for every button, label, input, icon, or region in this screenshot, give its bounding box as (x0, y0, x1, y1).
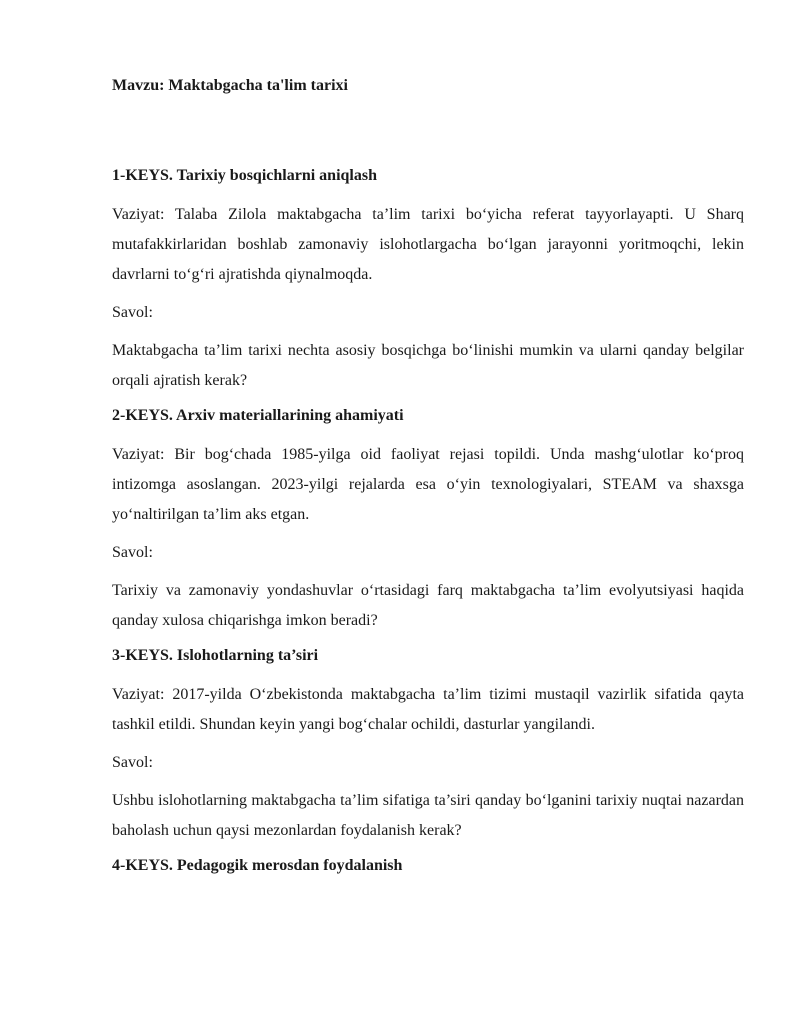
case-heading: 3-KEYS. Islohotlarning ta’siri (112, 647, 319, 664)
question-label: Savol: (112, 544, 153, 561)
case-1 (112, 164, 744, 396)
case-4 (112, 854, 744, 878)
case-situation: Vaziyat: Talaba Zilola maktabgacha ta’lim tarixi bo‘yicha referat tayyorlayapti. U Sharq mutafakkirlaridan boshlab zamonaviy islohotlargacha bo‘lgan jarayonni yoritmoqchi, lekin davrlarni to‘g‘ri ajratishda qiynalmoqda. (112, 206, 744, 283)
case-2 (112, 404, 744, 636)
case-question: Maktabgacha ta’lim tarixi nechta asosiy bosqichga bo‘linishi mumkin va ularni qanday belgilar orqali ajratish kerak? (112, 342, 744, 389)
document-title: Mavzu: Maktabgacha ta'lim tarixi (112, 77, 348, 94)
case-situation: Vaziyat: Bir bog‘chada 1985-yilga oid faoliyat rejasi topildi. Unda mashg‘ulotlar ko‘proq intizomga asoslangan. 2023-yilgi rejalarda esa o‘yin texnologiyalari, STEAM va shaxsga yo‘naltirilgan ta’lim aks etgan. (112, 446, 744, 523)
case-heading: 4-KEYS. Pedagogik merosdan foydalanish (112, 857, 403, 874)
question-label: Savol: (112, 304, 153, 321)
case-3 (112, 644, 744, 846)
case-heading: 2-KEYS. Arxiv materiallarining ahamiyati (112, 407, 404, 424)
document-page (112, 72, 744, 890)
case-heading: 1-KEYS. Tarixiy bosqichlarni aniqlash (112, 167, 377, 184)
case-situation: Vaziyat: 2017-yilda O‘zbekistonda maktabgacha ta’lim tizimi mustaqil vazirlik sifatida qayta tashkil etildi. Shundan keyin yangi bog‘chalar ochildi, dasturlar yangilandi. (112, 686, 744, 733)
case-question: Ushbu islohotlarning maktabgacha ta’lim sifatiga ta’siri qanday bo‘lganini tarixiy nuqtai nazardan baholash uchun qaysi mezonlardan foydalanish kerak? (112, 792, 744, 839)
case-question: Tarixiy va zamonaviy yondashuvlar o‘rtasidagi farq maktabgacha ta’lim evolyutsiyasi haqida qanday xulosa chiqarishga imkon beradi? (112, 582, 744, 629)
question-label: Savol: (112, 754, 153, 771)
